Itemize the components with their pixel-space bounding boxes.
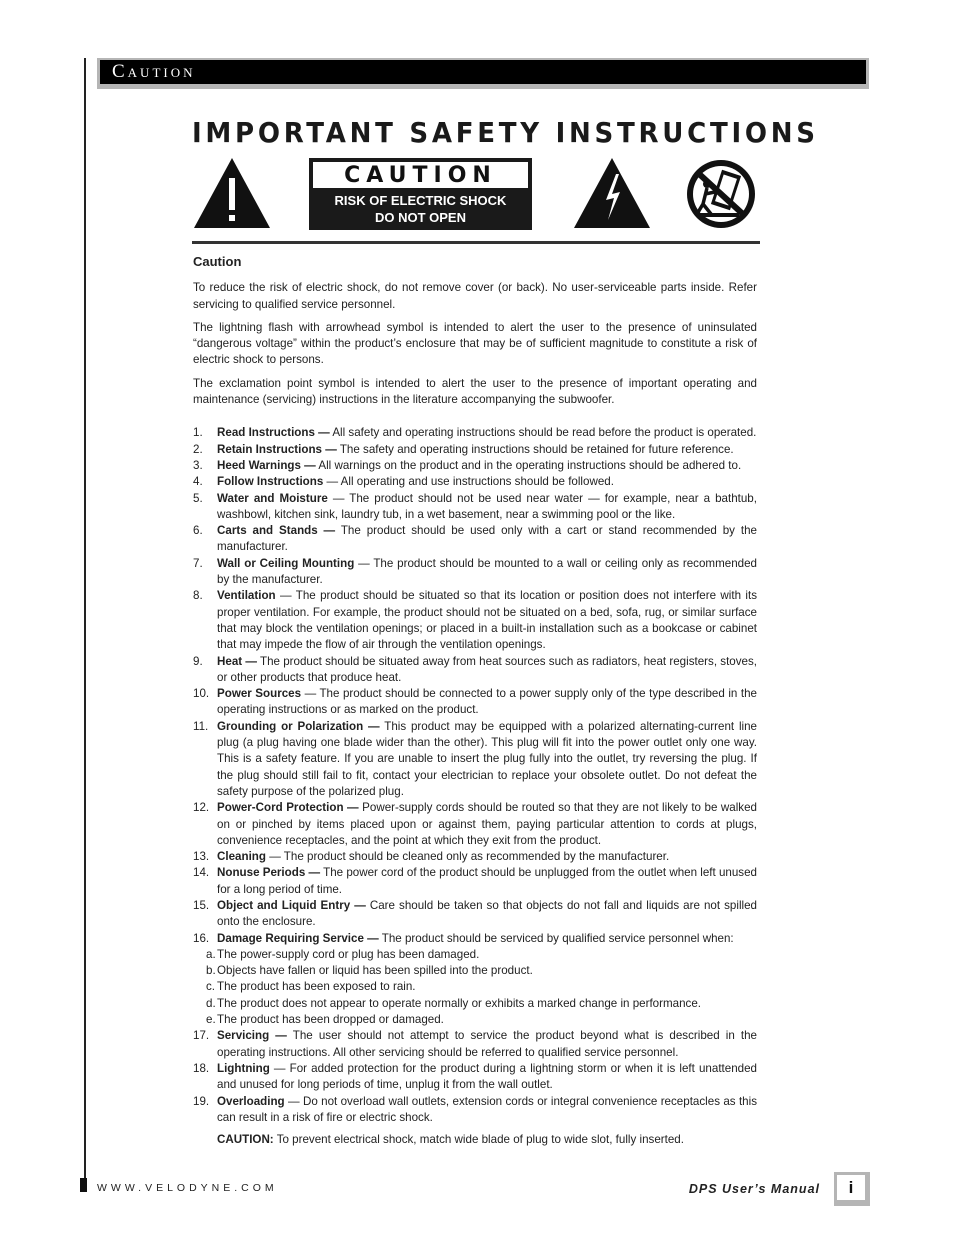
caution-line-2: DO NOT OPEN (374, 210, 466, 225)
list-item: 2. Retain Instructions — The safety and operating instructions should be retained for future reference. (193, 442, 734, 456)
section-heading: Caution (193, 254, 242, 269)
list-item: 17. Servicing — The user should not attempt to service the product beyond what is described in the operating instructions. All other servicing should be referred to qualified service personnel. (193, 1029, 757, 1059)
list-item: 14. Nonuse Periods — The power cord of the product should be unplugged from the outlet when left unused for a long period of time. (193, 866, 757, 896)
caution-line-1: RISK OF ELECTRIC SHOCK (334, 193, 507, 208)
final-caution-note: CAUTION: To prevent electrical shock, match wide blade of plug to wide slot, fully inserted. (217, 1133, 684, 1147)
title-divider (192, 241, 760, 244)
caution-label (309, 158, 532, 230)
left-margin-rule (84, 58, 86, 1186)
list-item: 18. Lightning — For added protection for the product during a lightning storm or when it is left unattended and unused for long periods of time, unplug it from the wall outlet. (193, 1061, 757, 1092)
header-title: Caution (100, 60, 866, 84)
list-item: 4. Follow Instructions — All operating and use instructions should be followed. (193, 475, 614, 489)
main-title: IMPORTANT SAFETY INSTRUCTIONS (192, 116, 819, 149)
sub-list-item: a. The power-supply cord or plug has been damaged. (206, 947, 480, 961)
list-item: 12. Power-Cord Protection — Power-supply cords should be routed so that they are not likely to be walked on or pinched by items placed upon or against them, paying particular attention to cords at plugs, convenience receptacles, and the point at which they exit from the product. (193, 801, 757, 847)
list-item: 15. Object and Liquid Entry — Care should be taken so that objects do not fall and liquids are not spilled onto the enclosure. (193, 898, 757, 929)
content (193, 254, 757, 1148)
list-item: 16. Damage Requiring Service — The product should be serviced by qualified service personnel when: (193, 931, 734, 945)
paragraph: To reduce the risk of electric shock, do not remove cover (or back). No user-serviceable parts inside. Refer servicing to qualified service personnel. (193, 281, 757, 311)
header-bar (97, 58, 869, 89)
safety-instructions-list (193, 425, 757, 1126)
list-item: 13. Cleaning — The product should be cleaned only as recommended by the manufacturer. (193, 850, 670, 864)
list-item: 11. Grounding or Polarization — This product may be equipped with a polarized alternating-current line plug (a plug having one blade wider than the other). This plug will fit into the power outlet only one way. This is a safety feature. If you are unable to insert the plug fully into the outlet, try reversing the plug. If the plug should still fail to fit, contact your electrician to replace your obsolete outlet. Do not defeat the safety purpose of the polarized plug. (193, 719, 757, 798)
list-item: 7. Wall or Ceiling Mounting — The product should be mounted to a wall or ceiling only as recommended by the manufacturer. (193, 556, 757, 587)
sub-list-item: e. The product has been dropped or damaged. (206, 1013, 444, 1027)
cart-tip-over-icon (683, 158, 759, 230)
list-item: 10. Power Sources — The product should be connected to a power supply only of the type described in the operating instructions or as marked on the product. (193, 687, 757, 717)
exclamation-triangle-icon (192, 156, 272, 230)
page-number-box (834, 1172, 870, 1206)
footer-manual-title: DPS User’s Manual (688, 1182, 820, 1196)
list-item: 3. Heed Warnings — All warnings on the product and in the operating instructions should be adhered to. (193, 458, 742, 472)
lightning-bolt-icon (572, 156, 652, 230)
list-item: 1. Read Instructions — All safety and operating instructions should be read before the product is operated. (193, 426, 757, 440)
list-item: 5. Water and Moisture — The product should not be used near water — for example, near a bathtub, washbowl, kitchen sink, laundry tub, in a wet basement, near a swimming pool or the like. (193, 491, 757, 521)
caution-word: CAUTION (313, 162, 528, 188)
left-margin-foot (80, 1178, 87, 1192)
list-item: 8. Ventilation — The product should be situated so that its location or position does not interfere with its proper ventilation. For example, the product should not be situated on a bed, sofa, rug, or similar surface that may block the ventilation openings; or placed in a built-in installation such as a bookcase or cabinet that may impede the flow of air through the ventilation openings. (193, 589, 757, 652)
list-item: 9. Heat — The product should be situated away from heat sources such as radiators, heat registers, stoves, or other products that produce heat. (193, 654, 757, 684)
list-item: 19. Overloading — Do not overload wall outlets, extension cords or integral convenience receptacles as this can result in a risk of fire or electric shock. (193, 1094, 757, 1124)
caution-subtext (313, 192, 528, 226)
page-number: i (837, 1175, 865, 1200)
footer-url: WWW.VELODYNE.COM (97, 1182, 278, 1194)
list-item: 6. Carts and Stands — The product should be used only with a cart or stand recommended by the manufacturer. (193, 524, 757, 554)
paragraph: The lightning flash with arrowhead symbol is intended to alert the user to the presence of uninsulated “dangerous voltage” within the product’s enclosure that may be of sufficient magnitude to constitute a risk of electric shock to persons. (193, 320, 757, 367)
sub-list-item: b. Objects have fallen or liquid has been spilled into the product. (206, 964, 533, 978)
paragraph: The exclamation point symbol is intended to alert the user to the presence of important operating and maintenance (servicing) instructions in the literature accompanying the subwoofer. (193, 376, 757, 407)
sub-list-item: c. The product has been exposed to rain. (206, 980, 416, 994)
sub-list-item: d. The product does not appear to operate normally or exhibits a marked change in performance. (206, 996, 701, 1010)
